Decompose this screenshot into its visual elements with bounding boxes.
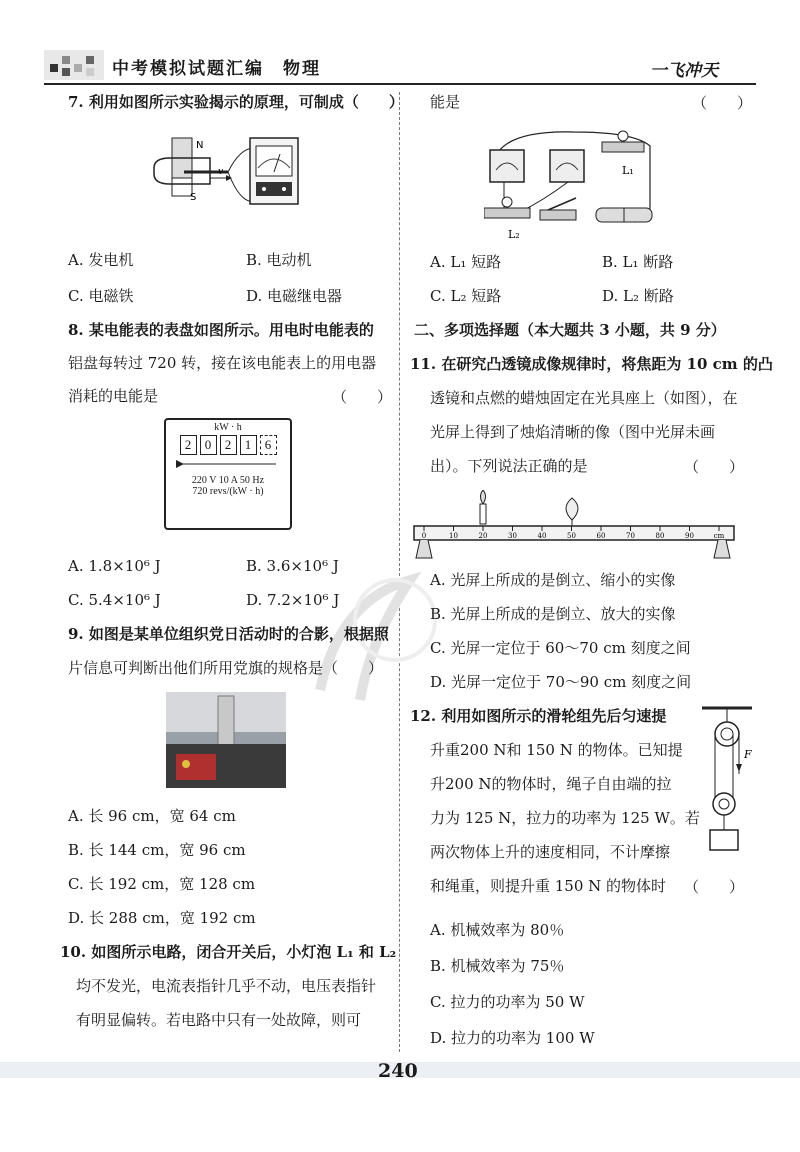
q12-option-b: B. 机械效率为 75％ — [430, 957, 565, 975]
q7-stem: 7. 利用如图所示实验揭示的原理，可制成（ ） — [68, 93, 404, 111]
q8-option-a: A. 1.8×10⁶ J — [68, 557, 161, 575]
q9-line-2: 片信息可判断出他们所用党旗的规格是（ ） — [68, 659, 384, 677]
q12-option-d: D. 拉力的功率为 100 W — [430, 1029, 595, 1047]
q8-meter-digit: 2 — [220, 435, 237, 455]
q8-option-d: D. 7.2×10⁶ J — [246, 591, 340, 609]
q8-meter-revs: 720 revs/(kW · h) — [192, 486, 264, 497]
q10-option-c: C. L₂ 短路 — [430, 287, 502, 305]
q10-circuit-figure — [484, 126, 664, 244]
q8-meter-digit: 6 — [260, 435, 277, 455]
q11-ruler-label: 30 — [508, 532, 517, 540]
q11-option-b: B. 光屏上所成的是倒立、放大的实像 — [430, 605, 676, 623]
q12-pulley-figure — [700, 704, 754, 854]
q12-line-5: 两次物体上升的速度相同，不计摩擦 — [430, 843, 671, 861]
q10-l1-label: L₁ — [622, 164, 634, 177]
q12-line-3: 升200 N的物体时，绳子自由端的拉 — [430, 775, 672, 793]
q12-answer-paren: （ ） — [684, 878, 745, 896]
q10-line-1: 10. 如图所示电路，闭合开关后，小灯泡 L₁ 和 L₂ — [60, 943, 397, 961]
page-header — [0, 0, 800, 90]
q8-line-3: 消耗的电能是 — [68, 387, 159, 405]
q11-ruler-label: 0 — [421, 532, 427, 540]
q9-option-a: A. 长 96 cm，宽 64 cm — [68, 807, 236, 825]
page-number: 240 — [378, 1060, 418, 1082]
q12-line-6: 和绳重，则提升重 150 N 的物体时 — [430, 877, 667, 895]
q8-meter-digit: 1 — [240, 435, 257, 455]
q11-ruler-label: 80 — [655, 532, 665, 540]
q7-option-a: A. 发电机 — [68, 251, 134, 269]
q11-option-c: C. 光屏一定位于 60～70 cm 刻度之间 — [430, 639, 691, 657]
q10-option-b: B. L₁ 断路 — [602, 253, 674, 271]
q7-option-c: C. 电磁铁 — [68, 287, 134, 305]
q12-line-4: 力为 125 N，拉力的功率为 125 W。若 — [430, 809, 700, 827]
q9-option-d: D. 长 288 cm，宽 192 cm — [68, 909, 256, 927]
header-title: 中考模拟试题汇编 物理 — [112, 59, 321, 79]
q10-option-d: D. L₂ 断路 — [602, 287, 674, 305]
section-2-title: 二、多项选择题（本大题共 3 小题，共 9 分） — [414, 321, 726, 339]
q11-ruler-label: 20 — [478, 532, 488, 540]
q11-line-4: 出）。下列说法正确的是 — [430, 457, 588, 475]
q11-line-1: 11. 在研究凸透镜成像规律时，将焦距为 10 cm 的凸 — [410, 355, 773, 373]
q8-meter-arrow-icon — [166, 458, 290, 470]
q11-ruler-label: 90 — [685, 532, 694, 540]
q9-option-c: C. 长 192 cm，宽 128 cm — [68, 875, 256, 893]
q11-line-2: 透镜和点燃的蜡烛固定在光具座上（如图），在 — [430, 389, 738, 407]
q7-s-label: S — [190, 192, 197, 203]
q8-answer-paren: （ ） — [332, 388, 393, 406]
q9-option-b: B. 长 144 cm，宽 96 cm — [68, 841, 246, 859]
q11-ruler-label: 70 — [626, 532, 635, 540]
q7-figure — [150, 128, 310, 218]
q12-line-1: 12. 利用如图所示的滑轮组先后匀速提 — [410, 707, 667, 725]
q12-f-label: F — [744, 748, 752, 761]
q11-option-a: A. 光屏上所成的是倒立、缩小的实像 — [430, 571, 676, 589]
q11-answer-paren: （ ） — [684, 458, 745, 476]
q7-n-label: N — [196, 140, 204, 151]
header-squares-icon — [44, 50, 104, 80]
q11-ruler-label: 10 — [449, 532, 458, 540]
q10-answer-paren: （ ） — [692, 94, 753, 112]
q8-meter-digit: 0 — [200, 435, 217, 455]
q9-line-1: 9. 如图是某单位组织党日活动时的合影，根据照 — [68, 625, 389, 643]
q12-line-2: 升重200 N和 150 N 的物体。已知提 — [430, 741, 683, 759]
q10-line-4: 能是 — [430, 93, 461, 111]
header-rule — [44, 83, 756, 85]
q12-option-a: A. 机械效率为 80％ — [430, 921, 565, 939]
q10-l2-label: L₂ — [508, 228, 520, 241]
q8-meter-unit: kW · h — [214, 422, 242, 433]
q11-ruler-label: 40 — [537, 532, 547, 540]
q9-photo — [166, 692, 286, 788]
q11-line-3: 光屏上得到了烛焰清晰的像（图中光屏未画 — [430, 423, 716, 441]
header-brand: 一飞冲天 — [650, 61, 718, 81]
q7-v-label: v — [218, 167, 224, 177]
q7-option-b: B. 电动机 — [246, 251, 312, 269]
q10-option-a: A. L₁ 短路 — [430, 253, 502, 271]
q10-line-3: 有明显偏转。若电路中只有一处故障，则可 — [76, 1011, 362, 1029]
q11-ruler-label: cm — [713, 532, 725, 540]
q7-option-d: D. 电磁继电器 — [246, 287, 343, 305]
q8-option-c: C. 5.4×10⁶ J — [68, 591, 161, 609]
q10-line-2: 均不发光，电流表指针几乎不动，电压表指针 — [76, 977, 377, 995]
q8-line-2: 铝盘每转过 720 转，接在该电能表上的用电器 — [68, 354, 377, 372]
q11-optical-bench — [412, 490, 738, 562]
q8-meter-figure — [164, 418, 292, 530]
q11-ruler-label: 60 — [596, 532, 606, 540]
q8-meter-digit: 2 — [180, 435, 197, 455]
q11-ruler-label: 50 — [567, 532, 576, 540]
q8-line-1: 8. 某电能表的表盘如图所示。用电时电能表的 — [68, 321, 374, 339]
q8-option-b: B. 3.6×10⁶ J — [246, 557, 339, 575]
q11-option-d: D. 光屏一定位于 70～90 cm 刻度之间 — [430, 673, 692, 691]
q12-option-c: C. 拉力的功率为 50 W — [430, 993, 585, 1011]
q8-meter-spec: 220 V 10 A 50 Hz — [191, 475, 265, 486]
